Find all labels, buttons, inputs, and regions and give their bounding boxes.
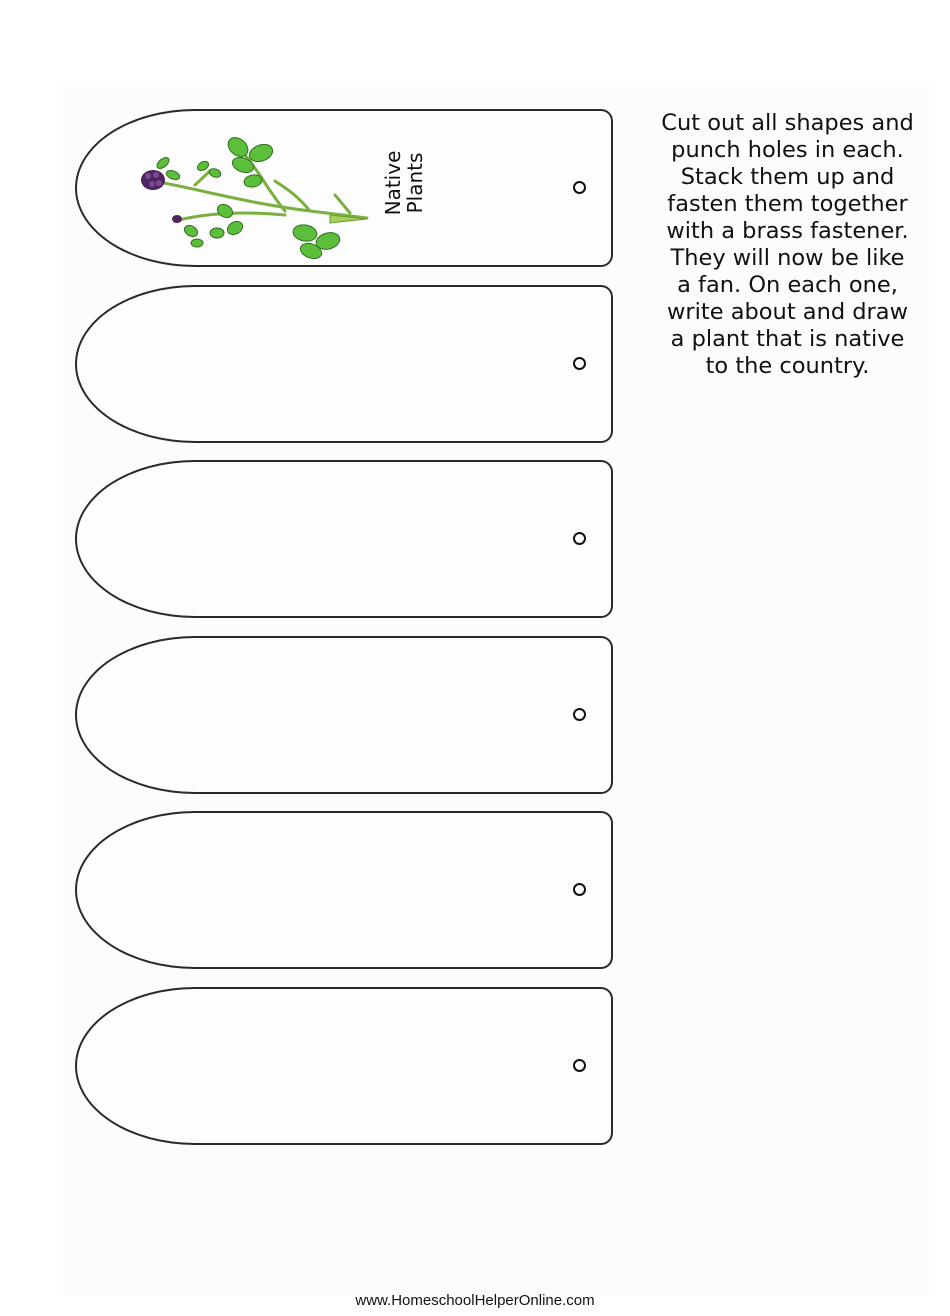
punch-hole-icon — [573, 357, 586, 370]
cutout-tag — [75, 460, 613, 618]
instructions-text — [640, 110, 935, 380]
cutout-tag — [75, 285, 613, 443]
instruction-line: Cut out all shapes and — [661, 110, 914, 136]
cutout-tag — [75, 636, 613, 794]
cover-title — [375, 133, 433, 233]
instruction-line: a plant that is native — [670, 326, 905, 352]
punch-hole-icon — [573, 1059, 586, 1072]
cover-title-line2: Plants — [403, 152, 427, 214]
cutout-tag — [75, 811, 613, 969]
cover-title-line1: Native — [381, 150, 405, 216]
instruction-line: fasten them together — [667, 191, 908, 217]
punch-hole-icon — [573, 181, 586, 194]
instruction-line: They will now be like — [670, 245, 905, 271]
clover-plant-icon — [135, 133, 375, 263]
cutout-tag — [75, 987, 613, 1145]
footer-url: www.HomeschoolHelperOnline.com — [355, 1292, 595, 1309]
punch-hole-icon — [573, 883, 586, 896]
punch-hole-icon — [573, 708, 586, 721]
instruction-line: to the country. — [705, 353, 870, 379]
instruction-line: Stack them up and — [680, 164, 895, 190]
punch-hole-icon — [573, 532, 586, 545]
instruction-line: with a brass fastener. — [666, 218, 909, 244]
instruction-line: punch holes in each. — [671, 137, 904, 163]
instruction-line: write about and draw — [667, 299, 908, 325]
instruction-line: a fan. On each one, — [677, 272, 898, 298]
cutout-tag-cover — [75, 109, 613, 267]
